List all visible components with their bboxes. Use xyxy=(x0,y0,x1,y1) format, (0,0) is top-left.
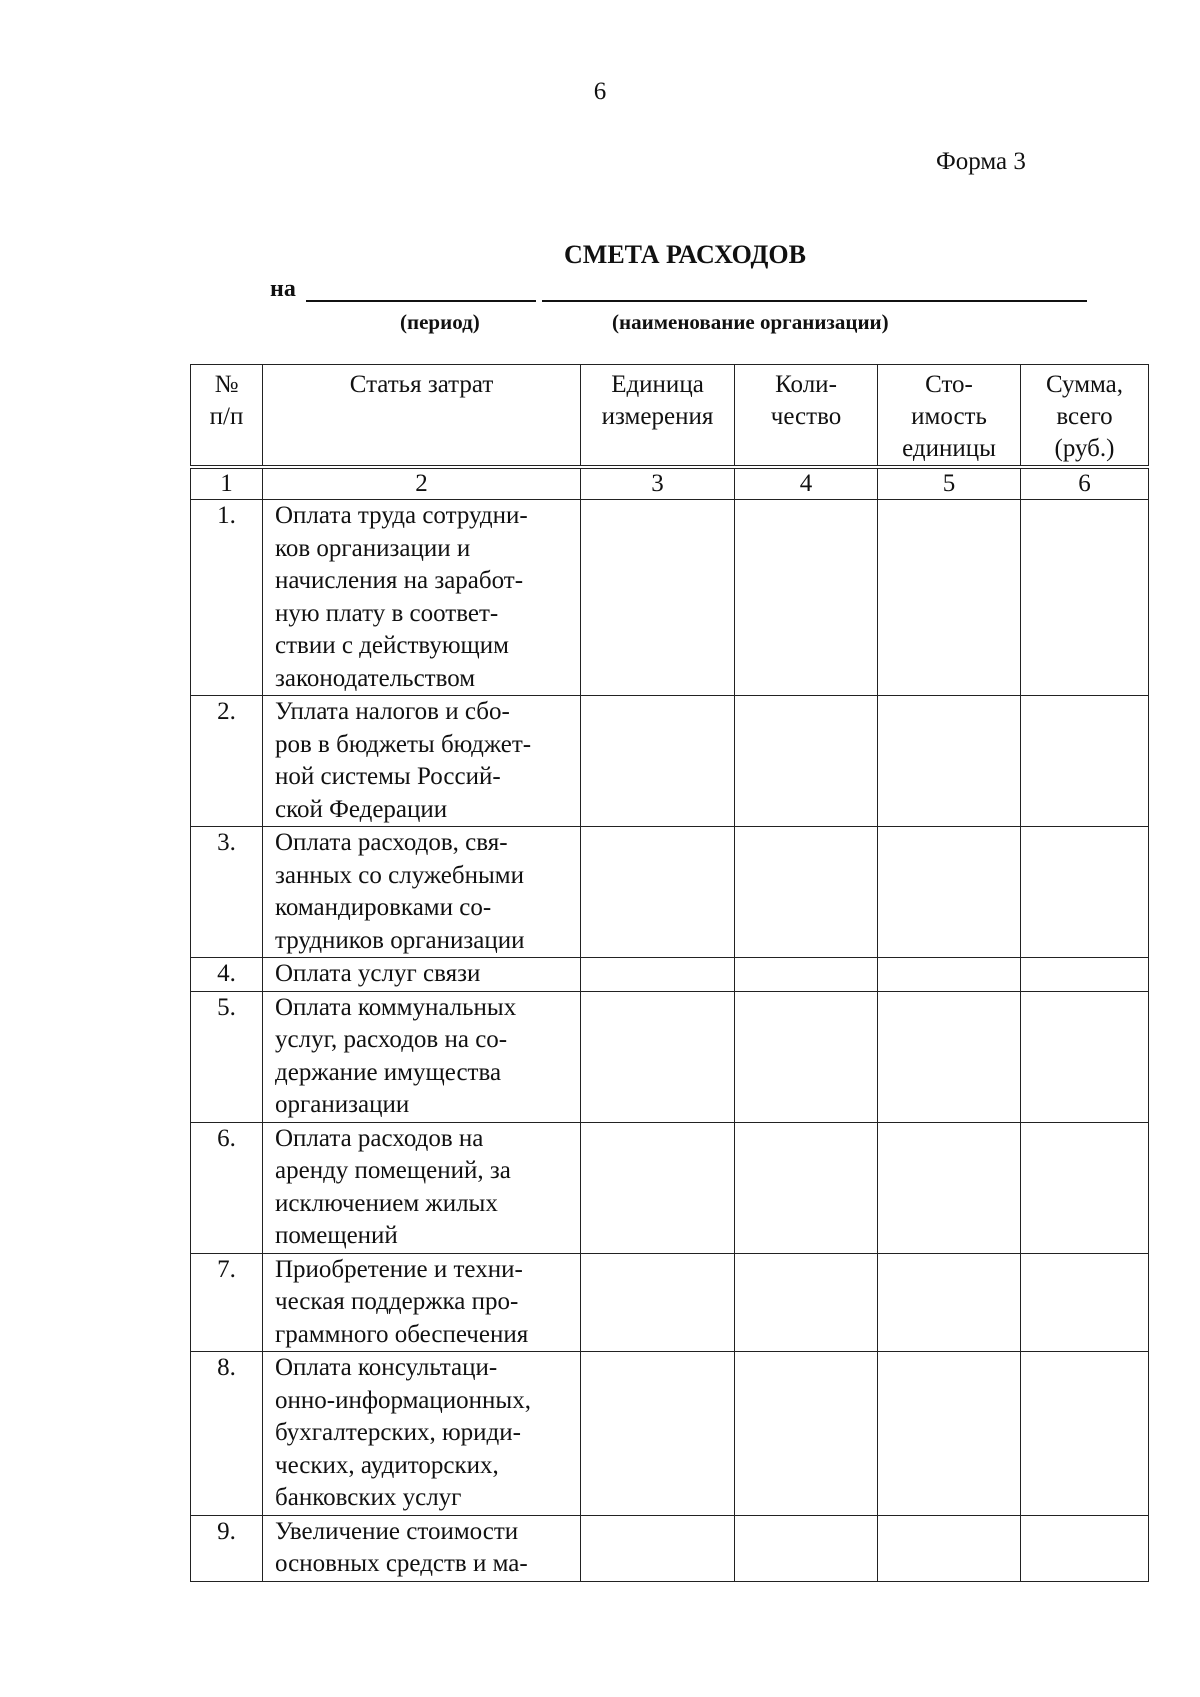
unit-cost-cell[interactable] xyxy=(878,1122,1021,1253)
cost-item-line: ческая поддержка про- xyxy=(275,1288,519,1315)
period-prefix-label: на xyxy=(270,276,296,302)
cost-item-line: трудников организации xyxy=(275,926,525,954)
quantity-cell[interactable] xyxy=(735,696,878,827)
cost-item-line: организации xyxy=(275,1091,410,1118)
unit-cell[interactable] xyxy=(581,696,735,827)
cost-item-cell xyxy=(263,1253,581,1352)
header-total-sum: Сумма, всего (руб.) xyxy=(1021,365,1149,468)
header-unit: Единица измерения xyxy=(581,365,735,468)
cost-item-line: Оплата труда сотрудни- xyxy=(275,502,528,529)
unit-cell[interactable] xyxy=(581,827,735,958)
total-sum-cell[interactable] xyxy=(1021,991,1149,1122)
total-sum-cell[interactable] xyxy=(1021,500,1149,696)
total-sum-cell[interactable] xyxy=(1021,1352,1149,1516)
quantity-cell[interactable] xyxy=(735,1122,878,1253)
unit-cost-cell[interactable] xyxy=(878,991,1021,1122)
table-row xyxy=(191,1122,1149,1253)
cost-item-line: держание имущества xyxy=(275,1058,502,1086)
unit-cost-cell[interactable] xyxy=(878,1515,1021,1581)
total-sum-cell[interactable] xyxy=(1021,827,1149,958)
cost-item-line: Оплата консультаци- xyxy=(275,1354,498,1381)
unit-cost-cell[interactable] xyxy=(878,827,1021,958)
table-row xyxy=(191,1515,1149,1581)
cost-item-line: Оплата расходов, свя- xyxy=(275,829,508,856)
table-row xyxy=(191,827,1149,958)
quantity-cell[interactable] xyxy=(735,1352,878,1516)
expense-estimate-table xyxy=(190,364,1149,1582)
cost-item-cell xyxy=(263,696,581,827)
total-sum-cell[interactable] xyxy=(1021,1253,1149,1352)
row-number: 4. xyxy=(191,958,263,992)
unit-cell[interactable] xyxy=(581,1352,735,1516)
page-number: 6 xyxy=(593,78,607,105)
header-quantity: Коли- чество xyxy=(735,365,878,468)
row-number: 3. xyxy=(191,827,263,958)
header-cost-item: Статья затрат xyxy=(263,365,581,468)
cost-item-line: ской Федерации xyxy=(275,795,448,823)
cost-item-cell xyxy=(263,1515,581,1581)
period-caption: (период) xyxy=(400,310,480,334)
unit-cell[interactable] xyxy=(581,1122,735,1253)
cost-item-line: услуг, расходов на со- xyxy=(275,1026,508,1053)
cost-item-line: занных со служебными xyxy=(275,861,524,889)
cost-item-line: аренду помещений, за xyxy=(275,1157,511,1184)
cost-item-cell xyxy=(263,1352,581,1516)
cost-item-line: законодательством xyxy=(275,664,476,692)
cost-item-cell xyxy=(263,500,581,696)
cost-item-cell xyxy=(263,991,581,1122)
table-row xyxy=(191,1253,1149,1352)
quantity-cell[interactable] xyxy=(735,1515,878,1581)
unit-cost-cell[interactable] xyxy=(878,696,1021,827)
cost-item-cell xyxy=(263,958,581,992)
cost-item-line: Увеличение стоимости xyxy=(275,1517,519,1545)
form-label: Форма 3 xyxy=(936,148,1026,175)
cost-item-line: ствии с действующим xyxy=(275,632,509,659)
column-number: 5 xyxy=(878,467,1021,500)
quantity-cell[interactable] xyxy=(735,1253,878,1352)
quantity-cell[interactable] xyxy=(735,958,878,992)
cost-item-line: ров в бюджеты бюджет- xyxy=(275,730,532,758)
quantity-cell[interactable] xyxy=(735,827,878,958)
quantity-cell[interactable] xyxy=(735,991,878,1122)
cost-item-line: Уплата налогов и сбо- xyxy=(275,698,510,725)
column-number: 4 xyxy=(735,467,878,500)
header-unit-cost: Сто- имость единицы xyxy=(878,365,1021,468)
cost-item-line: ной системы Россий- xyxy=(275,763,501,790)
unit-cost-cell[interactable] xyxy=(878,1253,1021,1352)
total-sum-cell[interactable] xyxy=(1021,958,1149,992)
unit-cell[interactable] xyxy=(581,1515,735,1581)
row-number: 7. xyxy=(191,1253,263,1352)
column-number-row xyxy=(191,467,1149,500)
cost-item-line: Оплата расходов на xyxy=(275,1124,484,1152)
column-number: 3 xyxy=(581,467,735,500)
cost-item-line: Оплата услуг связи xyxy=(275,960,481,987)
cost-item-cell xyxy=(263,1122,581,1253)
document-title: СМЕТА РАСХОДОВ xyxy=(564,240,806,269)
period-fill-line xyxy=(306,300,536,302)
total-sum-cell[interactable] xyxy=(1021,1515,1149,1581)
table-header-row xyxy=(191,365,1149,468)
row-number: 1. xyxy=(191,500,263,696)
row-number: 6. xyxy=(191,1122,263,1253)
organization-fill-line xyxy=(542,300,1087,302)
unit-cell[interactable] xyxy=(581,500,735,696)
cost-item-line: Приобретение и техни- xyxy=(275,1255,523,1283)
cost-item-line: бухгалтерских, юриди- xyxy=(275,1419,521,1446)
cost-item-line: ков организации и xyxy=(275,534,471,562)
quantity-cell[interactable] xyxy=(735,500,878,696)
column-number: 6 xyxy=(1021,467,1149,500)
cost-item-line: основных средств и ма- xyxy=(275,1550,528,1577)
cost-item-line: командировками со- xyxy=(275,894,492,921)
cost-item-line: ческих, аудиторских, xyxy=(275,1451,499,1479)
table-row xyxy=(191,958,1149,992)
column-number: 1 xyxy=(191,467,263,500)
table-row xyxy=(191,696,1149,827)
cost-item-line: ную плату в соответ- xyxy=(275,599,499,627)
unit-cell[interactable] xyxy=(581,991,735,1122)
total-sum-cell[interactable] xyxy=(1021,696,1149,827)
cost-item-line: помещений xyxy=(275,1222,398,1249)
header-number: № п/п xyxy=(191,365,263,468)
unit-cost-cell[interactable] xyxy=(878,500,1021,696)
column-number: 2 xyxy=(263,467,581,500)
row-number: 2. xyxy=(191,696,263,827)
cost-item-line: начисления на заработ- xyxy=(275,567,524,594)
cost-item-line: Оплата коммунальных xyxy=(275,993,517,1021)
cost-item-cell xyxy=(263,827,581,958)
unit-cost-cell[interactable] xyxy=(878,1352,1021,1516)
unit-cell[interactable] xyxy=(581,958,735,992)
row-number: 9. xyxy=(191,1515,263,1581)
row-number: 5. xyxy=(191,991,263,1122)
table-row xyxy=(191,991,1149,1122)
table-row xyxy=(191,1352,1149,1516)
row-number: 8. xyxy=(191,1352,263,1516)
cost-item-line: онно-информационных, xyxy=(275,1386,531,1414)
table-row xyxy=(191,500,1149,696)
organization-caption: (наименование организации) xyxy=(612,310,889,334)
unit-cost-cell[interactable] xyxy=(878,958,1021,992)
cost-item-line: банковских услуг xyxy=(275,1484,462,1511)
total-sum-cell[interactable] xyxy=(1021,1122,1149,1253)
unit-cell[interactable] xyxy=(581,1253,735,1352)
cost-item-line: граммного обеспечения xyxy=(275,1320,529,1348)
cost-item-line: исключением жилых xyxy=(275,1189,498,1217)
